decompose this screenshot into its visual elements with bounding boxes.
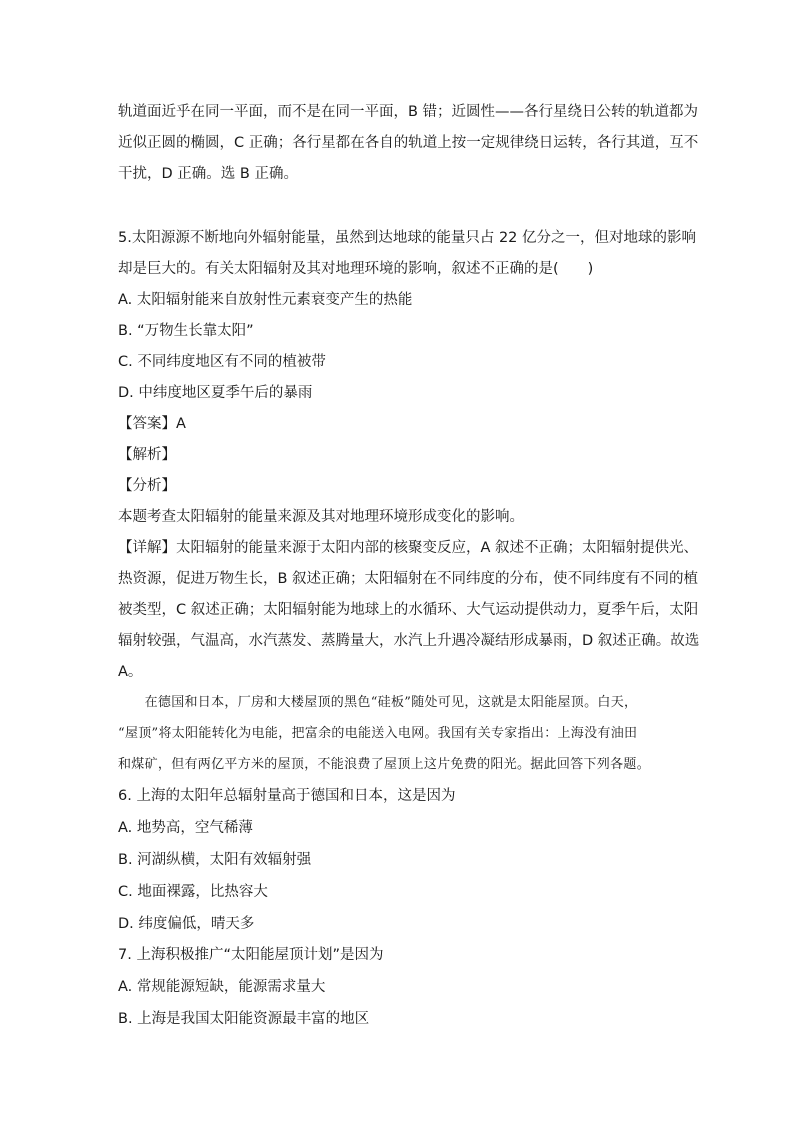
- q5-option-a: A. 太阳辐射能来自放射性元素衰变产生的热能: [118, 292, 413, 308]
- q5-detail-line: 被类型，C 叙述正确；太阳辐射能为地球上的水循环、大气运动提供动力，夏季午后，太阳: [118, 602, 699, 618]
- q6-option-d: D. 纬度偏低，晴天多: [118, 916, 255, 932]
- q5-fenxi-text: 本题考查太阳辐射的能量来源及其对地理环境形成变化的影响。: [118, 509, 524, 525]
- q5-answer: 【答案】A: [118, 416, 186, 432]
- q5-option-c: C. 不同纬度地区有不同的植被带: [118, 354, 326, 370]
- prev-answer-line: 轨道面近乎在同一平面，而不是在同一平面，B 错；近圆性——各行星绕日公转的轨道都为: [118, 104, 699, 120]
- passage-line: 和煤矿，但有两亿平方米的屋顶，不能浪费了屋顶上这片免费的阳光。据此回答下列各题。: [118, 757, 651, 772]
- passage-line: 在德国和日本，厂房和大楼屋顶的黑色“硅板”随处可见，这就是太阳能屋顶。白天，: [118, 695, 638, 710]
- q5-jiexi-heading: 【解析】: [118, 447, 176, 463]
- passage-line: “屋顶”将太阳能转化为电能，把富余的电能送入电网。我国有关专家指出：上海没有油田: [118, 726, 638, 741]
- q6-stem: 6. 上海的太阳年总辐射量高于德国和日本，这是因为: [118, 788, 456, 804]
- q5-stem-line: 5.太阳源源不断地向外辐射能量，虽然到达地球的能量只占 22 亿分之一，但对地球的影响: [118, 230, 696, 246]
- q6-option-b: B. 河湖纵横，太阳有效辐射强: [118, 852, 312, 868]
- prev-answer-line: 近似正圆的椭圆，C 正确；各行星都在各自的轨道上按一定规律绕日运转，各行其道，互不: [118, 135, 699, 151]
- q5-fenxi-heading: 【分析】: [118, 478, 176, 494]
- q5-detail-line: 热资源，促进万物生长，B 叙述正确；太阳辐射在不同纬度的分布，使不同纬度有不同的植: [118, 571, 699, 587]
- q5-option-b: B. “万物生长靠太阳”: [118, 323, 254, 339]
- prev-answer-line: 干扰，D 正确。选 B 正确。: [118, 166, 298, 182]
- q5-option-d: D. 中纬度地区夏季午后的暴雨: [118, 385, 313, 401]
- q5-detail-line: 【详解】太阳辐射的能量来源于太阳内部的核聚变反应，A 叙述不正确；太阳辐射提供光、: [118, 540, 699, 556]
- q7-option-a: A. 常规能源短缺，能源需求量大: [118, 979, 326, 995]
- q5-detail-line: A。: [118, 664, 143, 680]
- q7-option-b: B. 上海是我国太阳能资源最丰富的地区: [118, 1011, 370, 1027]
- q7-stem: 7. 上海积极推广“太阳能屋顶计划”是因为: [118, 947, 384, 963]
- q6-option-c: C. 地面裸露，比热容大: [118, 884, 268, 900]
- q5-detail-line: 辐射较强，气温高，水汽蒸发、蒸腾量大，水汽上升遇冷凝结形成暴雨，D 叙述正确。故选: [118, 633, 700, 649]
- q6-option-a: A. 地势高，空气稀薄: [118, 820, 253, 836]
- q5-stem-line: 却是巨大的。有关太阳辐射及其对地理环境的影响，叙述不正确的是( ): [118, 261, 594, 277]
